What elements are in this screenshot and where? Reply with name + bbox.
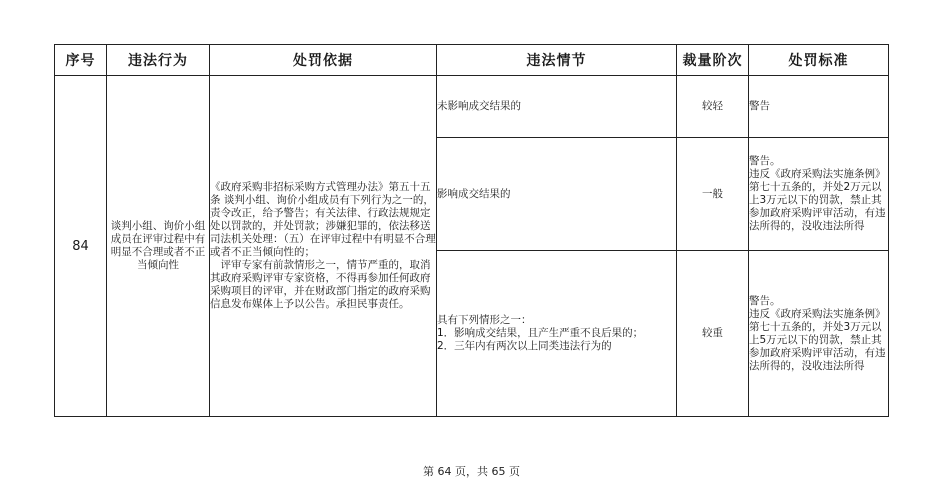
circumstance-line: 1．影响成交结果，且产生严重不良后果的； <box>437 327 644 339</box>
header-level: 裁量阶次 <box>677 45 749 76</box>
standard-line: 警告。 <box>749 155 781 167</box>
standard-cell <box>749 251 889 417</box>
standard-line: 违反《政府采购法实施条例》第七十五条的，并处3万元以上5万元以下的罚款，禁止其参加政府采购评审活动，有违法所得的，没收违法所得 <box>749 307 886 372</box>
standard-cell <box>749 138 889 251</box>
page-footer: 第 64 页，共 65 页 <box>423 465 520 478</box>
standard-line: 警告。 <box>749 294 781 307</box>
basis-cell <box>210 76 437 417</box>
header-behavior: 违法行为 <box>107 45 210 76</box>
header-standard: 处罚标准 <box>749 45 889 76</box>
circumstance-line: 2．三年内有两次以上同类违法行为的 <box>437 340 612 352</box>
level-cell: 较轻 <box>677 76 749 138</box>
penalty-table <box>54 44 889 417</box>
header-basis: 处罚依据 <box>210 45 437 76</box>
table-row <box>55 76 889 138</box>
circumstance-line: 具有下列情形之一： <box>437 314 532 326</box>
circumstance-cell: 影响成交结果的 <box>437 138 677 251</box>
behavior-cell: 谈判小组、询价小组成员在评审过程中有明显不合理或者不正当倾向性 <box>107 76 210 417</box>
header-row <box>55 45 889 76</box>
standard-line: 违反《政府采购法实施条例》第七十五条的，并处2万元以上3万元以下的罚款，禁止其参加政府采购评审活动，有违法所得的，没收违法所得 <box>749 168 886 232</box>
circumstance-cell: 未影响成交结果的 <box>437 76 677 138</box>
seq-cell: 84 <box>55 76 107 417</box>
header-circumstance: 违法情节 <box>437 45 677 76</box>
circumstance-cell <box>437 251 677 417</box>
basis-paragraph-1: 《政府采购非招标采购方式管理办法》第五十五条 谈判小组、询价小组成员有下列行为之一的，责令改正，给予警告；有关法律、行政法规规定处以罚款的，并处罚款；涉嫌犯罪的，依法移送司法机关处理：（五）在评审过程中有明显不合理或者不正当倾向性的； <box>210 181 436 258</box>
level-cell: 一般 <box>677 138 749 251</box>
level-cell: 较重 <box>677 251 749 417</box>
standard-cell: 警告 <box>749 76 889 138</box>
header-seq: 序号 <box>55 45 107 76</box>
basis-paragraph-2: 评审专家有前款情形之一，情节严重的，取消其政府采购评审专家资格，不得再参加任何政府采购项目的评审，并在财政部门指定的政府采购信息发布媒体上予以公告。承担民事责任。 <box>210 259 431 310</box>
